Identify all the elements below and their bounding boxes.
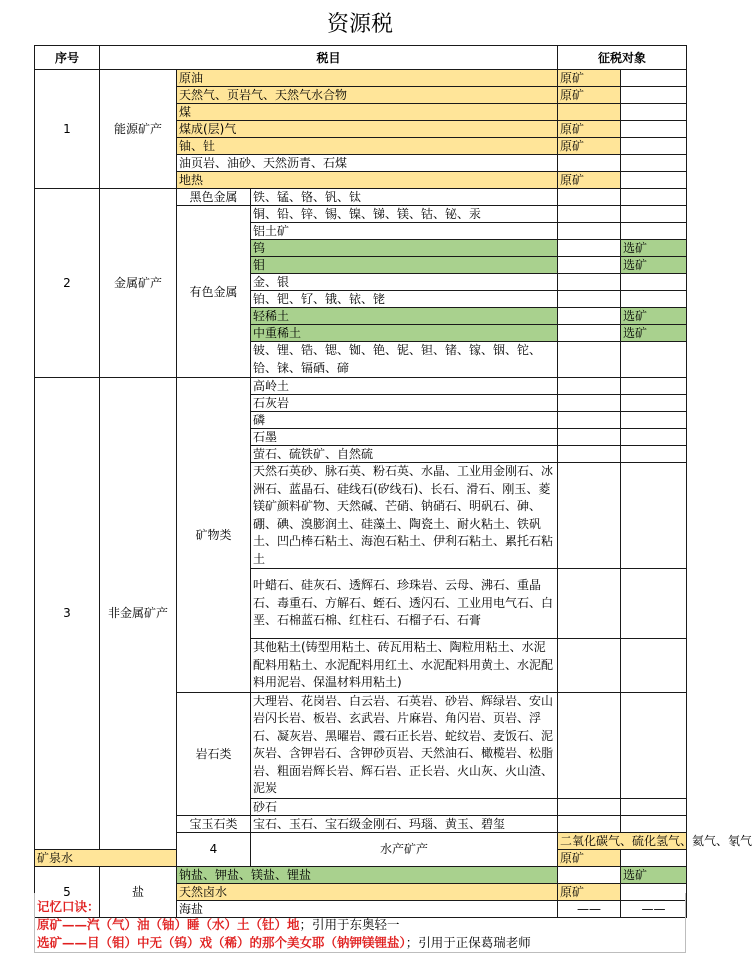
tax-item-cell: 砂石 (251, 798, 558, 815)
raw-ore-cell (558, 291, 621, 308)
table-row (35, 378, 687, 395)
tax-item-cell: 其他粘土(铸型用粘土、砖瓦用粘土、陶粒用粘土、水泥配料用粘土、水泥配料用红土、水泥配料用黄土、水泥配料用泥岩、保温材料用粘土) (251, 639, 558, 693)
tax-item-cell: 二氧化碳气、硫化氢气、氦气、氡气 (558, 832, 687, 849)
subcategory-cell: 矿物类 (177, 378, 251, 693)
dressed-ore-cell (621, 639, 687, 693)
tax-item-cell: 煤 (177, 104, 558, 121)
dressed-ore-cell: 选矿 (621, 866, 687, 883)
subcategory-cell: 有色金属 (177, 206, 251, 378)
header-row (35, 46, 687, 70)
raw-ore-cell (558, 815, 621, 832)
header-item: 税目 (100, 46, 558, 70)
table-row (35, 189, 687, 206)
dressed-ore-cell (621, 206, 687, 223)
dressed-ore-cell (621, 172, 687, 189)
raw-ore-cell (558, 798, 621, 815)
mnemonic-title: 记忆口诀： (37, 899, 100, 914)
group-seq-cell: 5 (35, 866, 100, 917)
tax-item-cell: 高岭土 (251, 378, 558, 395)
dressed-ore-cell: 选矿 (621, 257, 687, 274)
dressed-ore-cell (621, 395, 687, 412)
raw-ore-cell (558, 569, 621, 639)
category-cell: 能源矿产 (100, 70, 177, 189)
tax-item-cell: 金、银 (251, 274, 558, 291)
group-seq-cell: 2 (35, 189, 100, 378)
dressed-ore-cell (621, 223, 687, 240)
tax-item-cell: 轻稀土 (251, 308, 558, 325)
raw-ore-cell (558, 463, 621, 569)
tax-item-cell: 叶蜡石、硅灰石、透辉石、珍珠岩、云母、沸石、重晶石、毒重石、方解石、蛭石、透闪石、工业用电气石、白垩、石棉蓝石棉、红柱石、石榴子石、石膏 (251, 569, 558, 639)
raw-ore-cell (558, 342, 621, 378)
dressed-ore-cell (621, 412, 687, 429)
raw-ore-cell (558, 639, 621, 693)
mnemonic-line-1-text: 原矿——汽（气）油（铀）睡（水）土（钍）地 (37, 917, 300, 932)
dressed-ore-cell (621, 155, 687, 172)
subcategory-cell: 宝玉石类 (177, 815, 251, 832)
raw-ore-cell (558, 274, 621, 291)
dressed-ore-cell (621, 138, 687, 155)
mnemonic-line-1 (37, 916, 685, 934)
category-cell: 金属矿产 (100, 189, 177, 378)
tax-item-cell: 铝土矿 (251, 223, 558, 240)
raw-ore-cell (558, 240, 621, 257)
raw-ore-cell (558, 206, 621, 223)
raw-ore-cell (558, 446, 621, 463)
header-seq: 序号 (35, 46, 100, 70)
mnemonic-line-2-cite: ；引用于正保葛瑞老师 (405, 935, 531, 950)
raw-ore-cell (558, 378, 621, 395)
raw-ore-cell: 原矿 (558, 883, 621, 900)
tax-item-cell: 石墨 (251, 429, 558, 446)
raw-ore-cell: 原矿 (558, 138, 621, 155)
tax-item-cell: 石灰岩 (251, 395, 558, 412)
raw-ore-cell: 原矿 (558, 849, 621, 866)
dressed-ore-cell (621, 463, 687, 569)
raw-ore-cell (558, 412, 621, 429)
dressed-ore-cell (621, 342, 687, 378)
dressed-ore-cell (621, 104, 687, 121)
tax-item-cell: 矿泉水 (35, 849, 177, 866)
dressed-ore-cell (621, 569, 687, 639)
dressed-ore-cell (621, 291, 687, 308)
tax-item-cell: 钠盐、钾盐、镁盐、锂盐 (177, 866, 558, 883)
mnemonic-line-2 (37, 934, 685, 952)
tax-item-cell: 天然石英砂、脉石英、粉石英、水晶、工业用金刚石、冰洲石、蓝晶石、硅线石(矽线石)、长石、滑石、刚玉、菱镁矿颜料矿物、天然碱、芒硝、钠硝石、明矾石、砷、硼、碘、溴膨润土、硅藻土、陶瓷土、耐火粘土、铁矾土、凹凸棒石粘土、海泡石粘土、伊利石粘土、累托石粘土 (251, 463, 558, 569)
tax-item-cell: 原油 (177, 70, 558, 87)
mnemonic-line-2-text: 选矿——目（钼）中无（钨）戏（稀）的那个美女耶（钠钾镁锂盐） (37, 935, 406, 950)
dressed-ore-cell (621, 692, 687, 798)
subcategory-cell: 黑色金属 (177, 189, 251, 206)
tax-item-cell: 天然气、页岩气、天然气水合物 (177, 87, 558, 104)
tax-item-cell: 中重稀土 (251, 325, 558, 342)
table-row (35, 866, 687, 883)
tax-item-cell: 天然卤水 (177, 883, 558, 900)
dressed-ore-cell (621, 70, 687, 87)
raw-ore-cell (558, 257, 621, 274)
group-seq-cell: 4 (177, 832, 251, 866)
raw-ore-cell (558, 395, 621, 412)
dressed-ore-cell: 选矿 (621, 325, 687, 342)
tax-item-cell: 磷 (251, 412, 558, 429)
category-cell: 水产矿产 (251, 832, 558, 866)
tax-item-cell: 大理岩、花岗岩、白云岩、石英岩、砂岩、辉绿岩、安山岩闪长岩、板岩、玄武岩、片麻岩、角闪岩、页岩、浮石、凝灰岩、黑曜岩、霞石正长岩、蛇纹岩、麦饭石、泥灰岩、含钾岩石、含钾砂页岩、天然油石、橄榄岩、松脂岩、粗面岩辉长岩、辉石岩、正长岩、火山灰、火山渣、泥炭 (251, 692, 558, 798)
tax-item-cell: 铁、锰、铬、钒、钛 (251, 189, 558, 206)
raw-ore-cell: 原矿 (558, 121, 621, 138)
raw-ore-cell (558, 866, 621, 883)
dressed-ore-cell: 选矿 (621, 308, 687, 325)
header-object: 征税对象 (558, 46, 687, 70)
dressed-ore-cell (621, 189, 687, 206)
group-seq-cell: 3 (35, 378, 100, 850)
raw-ore-cell (558, 308, 621, 325)
mnemonic-box (34, 893, 686, 953)
raw-ore-cell: 原矿 (558, 172, 621, 189)
tax-item-cell: 钼 (251, 257, 558, 274)
dressed-ore-cell (621, 378, 687, 395)
raw-ore-cell: 原矿 (558, 87, 621, 104)
dressed-ore-cell (621, 429, 687, 446)
dressed-ore-cell (621, 798, 687, 815)
raw-ore-cell (558, 223, 621, 240)
dressed-ore-cell (621, 446, 687, 463)
dressed-ore-cell (621, 274, 687, 291)
category-cell: 盐 (100, 866, 177, 917)
category-cell: 非金属矿产 (100, 378, 177, 850)
tax-item-cell: 宝石、玉石、宝石级金刚石、玛瑙、黄玉、碧玺 (251, 815, 558, 832)
tax-item-cell: 铀、钍 (177, 138, 558, 155)
dressed-ore-cell (621, 849, 687, 866)
subcategory-cell: 岩石类 (177, 692, 251, 815)
tax-item-cell: 萤石、硫铁矿、自然硫 (251, 446, 558, 463)
raw-ore-cell: —— (558, 900, 621, 917)
raw-ore-cell (558, 155, 621, 172)
raw-ore-cell (558, 325, 621, 342)
mnemonic-line-1-cite: ；引用于东奥轻一 (299, 917, 400, 932)
resource-tax-table (34, 45, 752, 918)
tax-item-cell: 铂、钯、钌、锇、铱、铑 (251, 291, 558, 308)
raw-ore-cell (558, 692, 621, 798)
dressed-ore-cell: 选矿 (621, 240, 687, 257)
raw-ore-cell (558, 429, 621, 446)
raw-ore-cell: 原矿 (558, 70, 621, 87)
table-row (35, 70, 687, 87)
page-title: 资源税 (326, 12, 393, 37)
dressed-ore-cell (621, 121, 687, 138)
tax-item-cell: 铜、铅、锌、锡、镍、锑、镁、钴、铋、汞 (251, 206, 558, 223)
raw-ore-cell (558, 104, 621, 121)
dressed-ore-cell: —— (621, 900, 687, 917)
tax-item-cell: 铍、锂、锆、锶、铷、铯、铌、钽、锗、镓、铟、铊、铪、铼、镉硒、碲 (251, 342, 558, 378)
tax-item-cell: 油页岩、油砂、天然沥青、石煤 (177, 155, 558, 172)
tax-item-cell: 地热 (177, 172, 558, 189)
dressed-ore-cell (621, 87, 687, 104)
tax-item-cell: 煤成(层)气 (177, 121, 558, 138)
raw-ore-cell (558, 189, 621, 206)
group-seq-cell: 1 (35, 70, 100, 189)
dressed-ore-cell (621, 815, 687, 832)
tax-item-cell: 钨 (251, 240, 558, 257)
tax-item-cell: 海盐 (177, 900, 558, 917)
